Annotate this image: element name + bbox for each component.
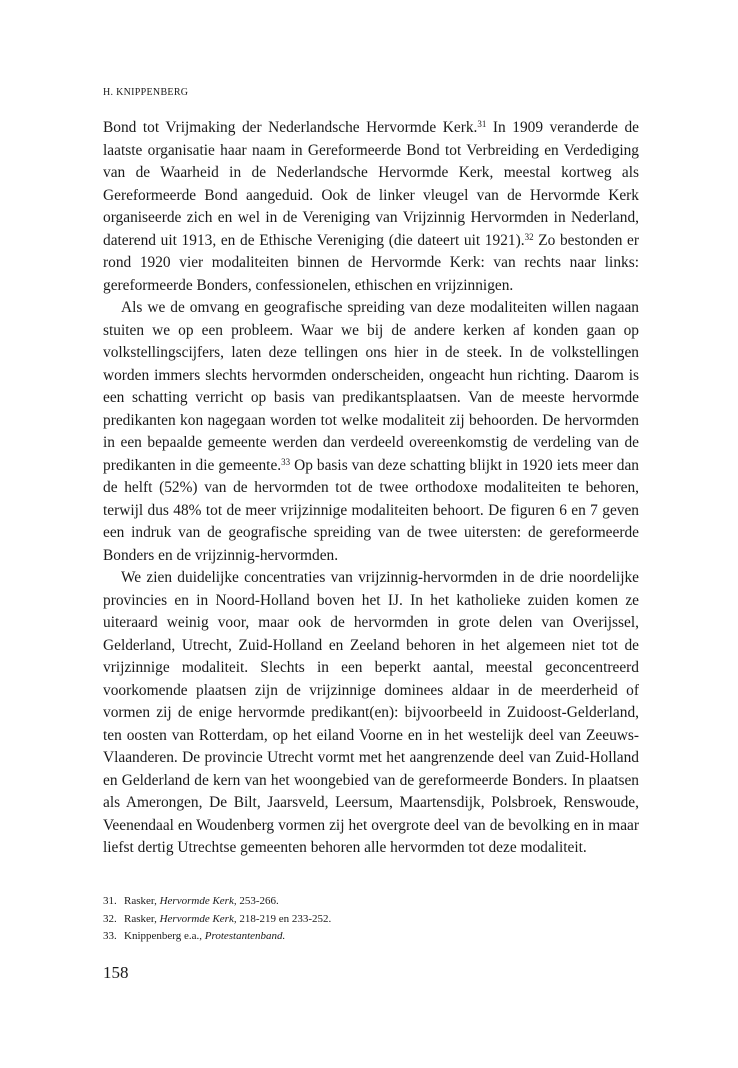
footnote-title: Hervormde Kerk, [159, 912, 237, 925]
paragraph [103, 567, 639, 860]
footnote-pages: 253-266. [239, 895, 279, 907]
paragraph [103, 297, 639, 567]
footnote-number: 33. [103, 930, 117, 942]
footnote-item [103, 928, 639, 946]
footnote-title: Hervormde Kerk, [159, 895, 237, 907]
text-segment: Op basis van deze schatting blijkt in 1920 iets meer dan de helft (52%) van de hervormden tot de twee orthodoxe modaliteiten te behoren, terwijl dus 48% tot de meer vrijzinnige modaliteiten behoort. De figuren 6 en 7 geven een indruk van de geografische spreiding van de twee uitersten: de gereformeerde Bonders en de vrijzinnig-hervormden. [103, 456, 639, 564]
footnote-ref: 32 [524, 231, 534, 242]
footnote-number: 32. [103, 912, 117, 925]
footnote-author: Rasker, [124, 912, 157, 925]
paragraph [103, 117, 639, 297]
footnote-title: Protestantenband. [204, 930, 286, 942]
footnotes [103, 893, 639, 946]
footnote-number: 31. [103, 895, 117, 907]
body-text [103, 117, 639, 860]
page-number: 158 [103, 963, 129, 982]
text-segment: We zien duidelijke concentraties van vrijzinnig-hervormden in de drie noordelijke provincies en in Noord-Holland boven het IJ. In het katholieke zuiden komen ze uiteraard weinig voor, maar ook de hervormden in grote delen van Overijssel, Gelderland, Utrecht, Zuid-Holland en Zeeland behoren in het algemeen niet tot de vrijzinnige modaliteit. Slechts in een beperkt aantal, meestal geconcentreerd voorkomende plaatsen zijn de vrijzinnige dominees aldaar in de meerderheid of vormen zij de enige hervormde predikant(en): bijvoorbeeld in Zuidoost-Gelderland, ten oosten van Rotterdam, op het eiland Voorne en in het westelijk deel van Zeeuws-Vlaanderen. De provincie Utrecht vormt met het aangrenzende deel van Zuid-Holland en Gelderland de kern van het woongebied van de gereformeerde Bonders. In plaatsen als Amerongen, De Bilt, Jaarsveld, Leersum, Maartensdijk, Polsbroek, Renswoude, Veenendaal en Woudenberg vormen zij het overgrote deel van de bevolking en in maar liefst dertig Utrechtse gemeenten behoren alle hervormden tot deze modaliteit. [103, 569, 639, 856]
text-segment: Als we de omvang en geografische spreiding van deze modaliteiten willen nagaan stuiten we op een probleem. Waar we bij de andere kerken af konden gaan op volkstellingscijfers, laten deze tellingen ons hier in de steek. In de volkstellingen worden immers slechts hervormden onderscheiden, ongeacht hun richting. Daarom is een schatting verricht op basis van predikantsplaatsen. Van de meeste hervormde predikanten kon nagegaan worden tot welke modaliteit zij behoorden. De hervormden in een bepaalde gemeente werden dan verdeeld overeenkomstig de verdeling van de predikanten in die gemeente. [103, 299, 639, 474]
footnote-ref: 31 [477, 119, 487, 129]
footnote-item [103, 911, 639, 929]
footnote-pages: 218-219 en 233-252. [239, 912, 332, 925]
footnote-ref: 33 [281, 456, 291, 467]
footnote-item [103, 893, 639, 911]
footnote-author: Rasker, [124, 895, 157, 907]
text-segment: Bond tot Vrijmaking der Nederlandsche Hervormde Kerk. [103, 119, 478, 136]
text-segment: In 1909 veranderde de laatste organisatie haar naam in Gereformeerde Bond tot Verbreiding en Verdediging van de Waarheid in de Nederlandsche Hervormde Kerk, meestal kortweg als Gereformeerde Bond aangeduid. Ook de linker vleugel van de Hervormde Kerk organiseerde zich en wel in de Vereniging van Vrijzinnig Hervormden in Nederland, daterend uit 1913, en de Ethische Vereniging (die dateert uit 1921). [103, 119, 640, 249]
running-head: H. KNIPPENBERG [103, 87, 189, 98]
footnote-author: Knippenberg e.a., [124, 930, 202, 942]
text-segment: Zo bestonden er rond 1920 vier modaliteiten binnen de Hervormde Kerk: van rechts naar links: gereformeerde Bonders, confessionelen, ethischen en vrijzinnigen. [103, 231, 639, 294]
